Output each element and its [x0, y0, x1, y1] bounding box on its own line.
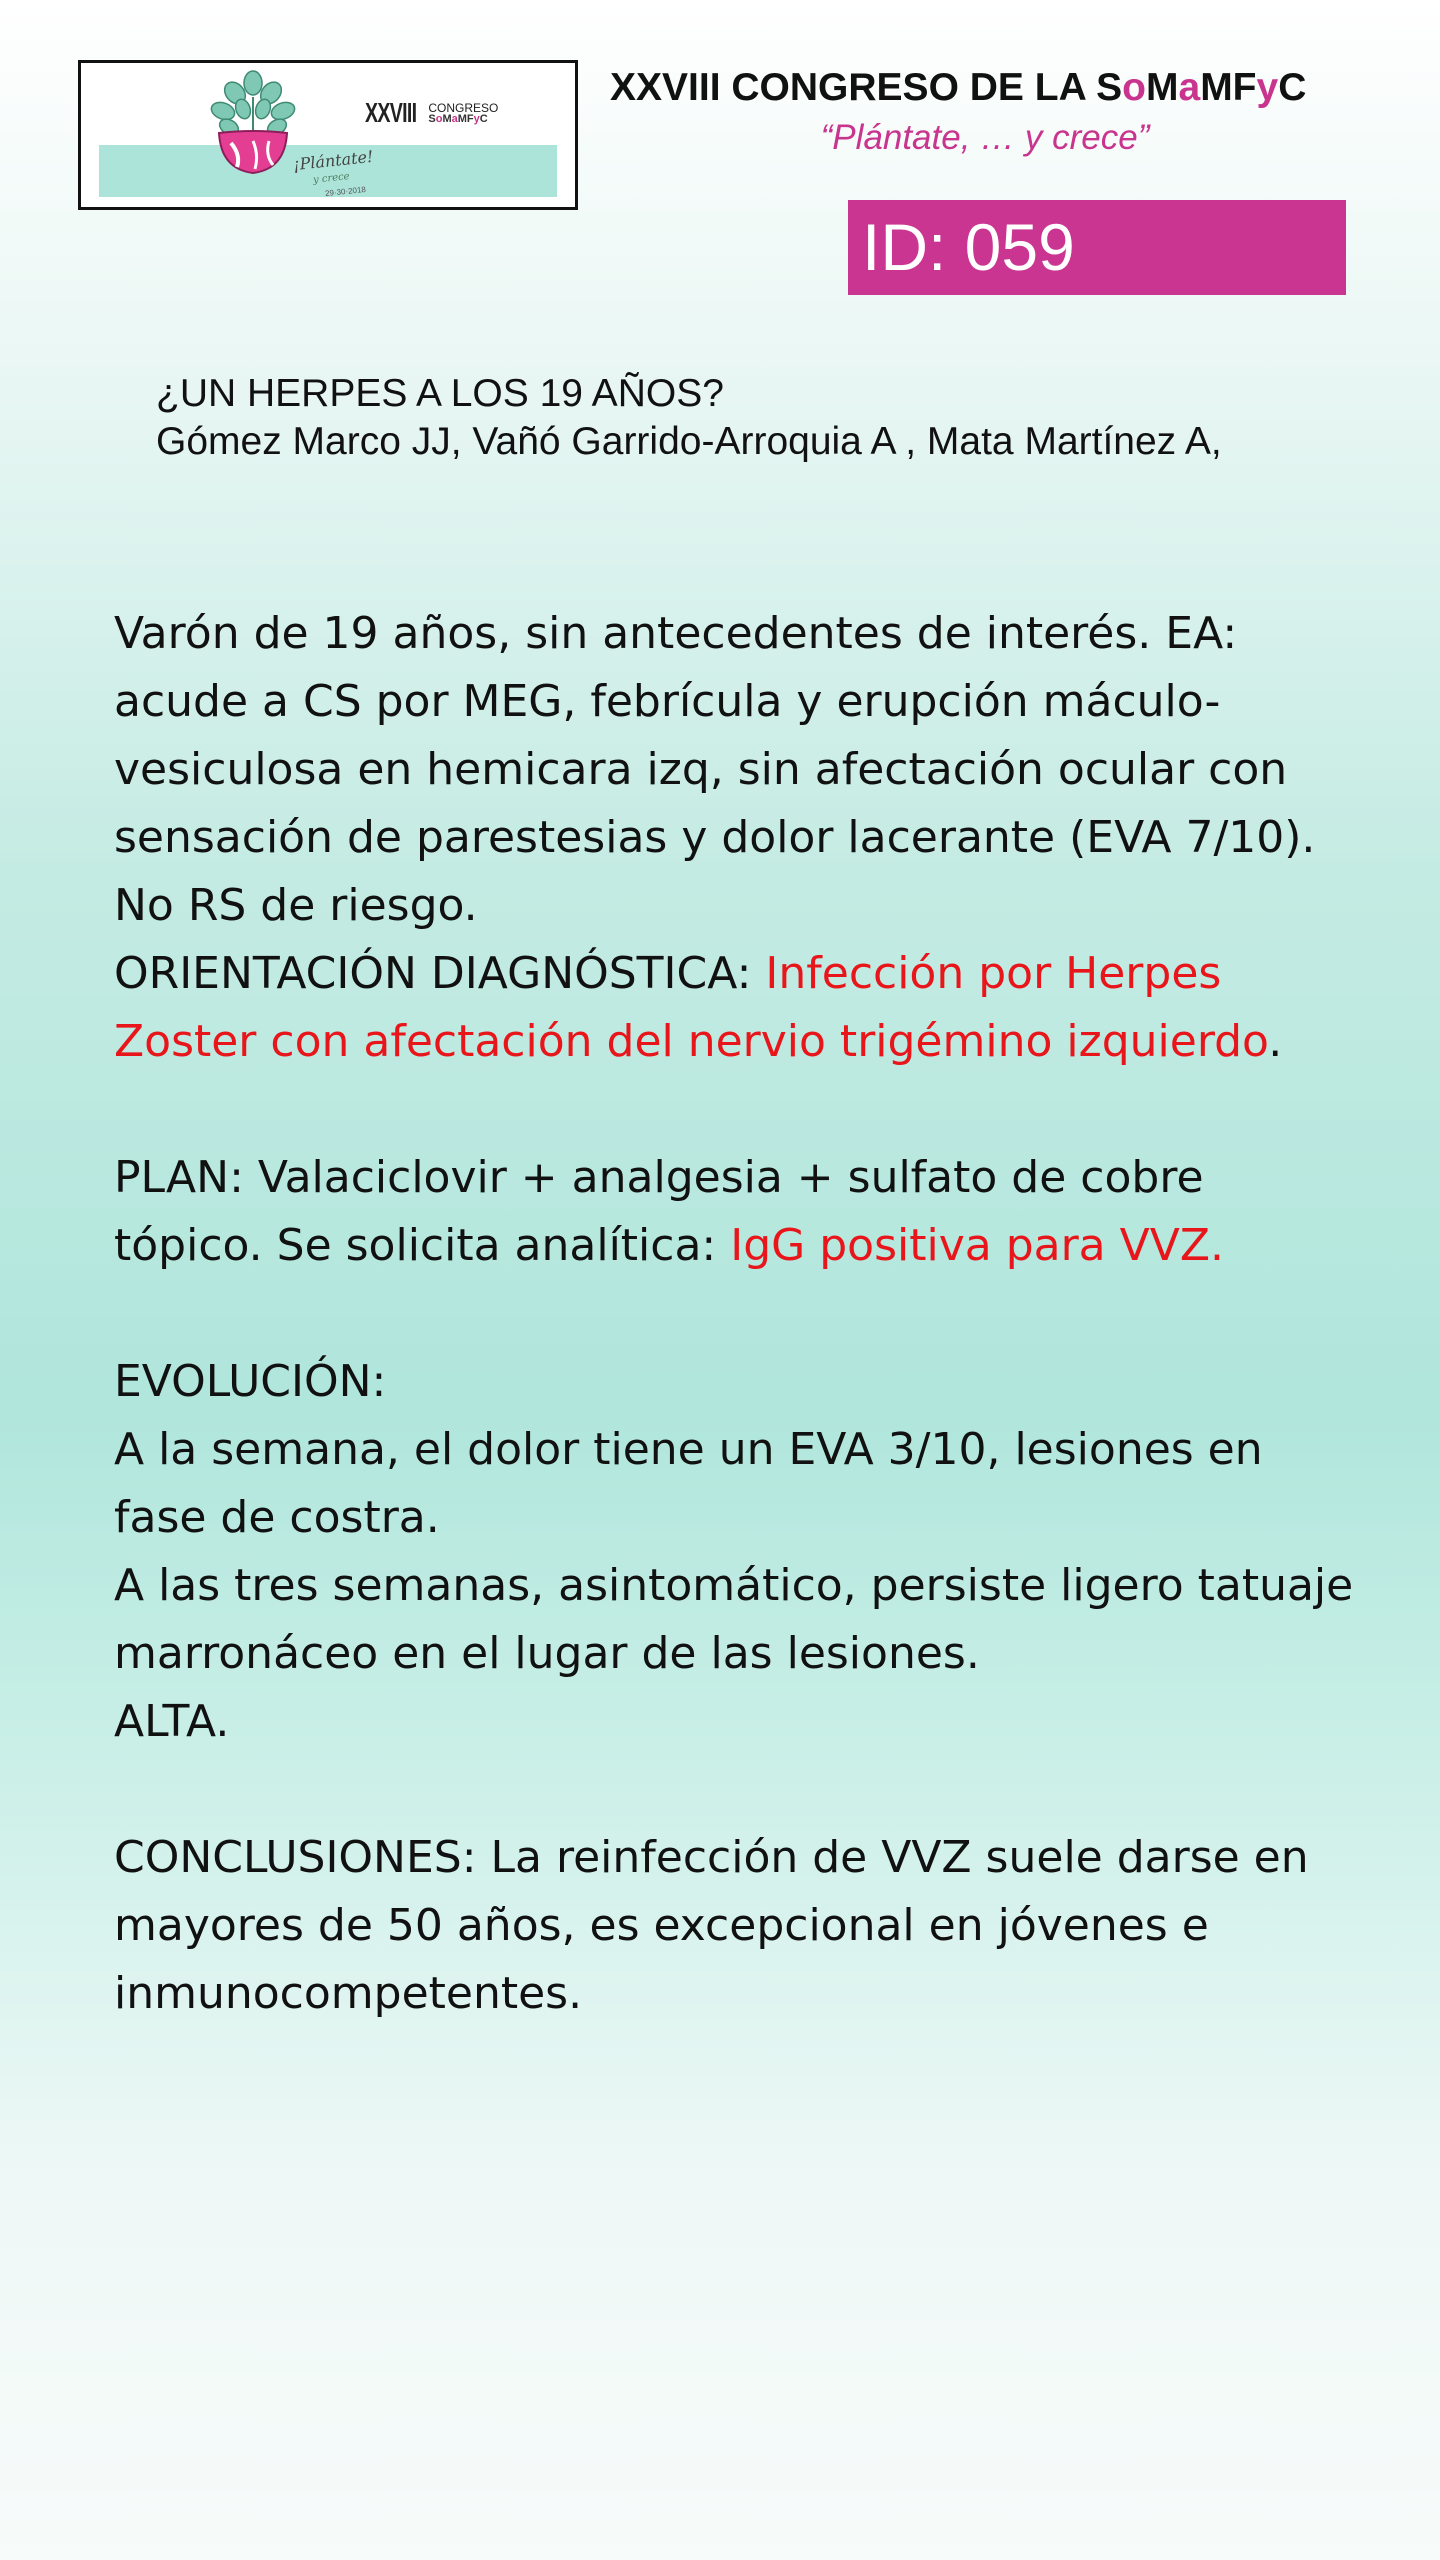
plan-paragraph — [114, 1144, 1354, 1280]
diagnosis-label: ORIENTACIÓN DIAGNÓSTICA: — [114, 948, 766, 999]
case-title: ¿UN HERPES A LOS 19 AÑOS? — [156, 372, 724, 415]
conclusions-paragraph: CONCLUSIONES: La reinfección de VVZ suele darse en mayores de 50 años, es excepcional en jóvenes e inmunocompetentes. — [114, 1832, 1309, 2019]
logo-congreso-text — [365, 97, 498, 129]
logo-sub-slogan: y crece — [312, 171, 351, 186]
case-authors: Gómez Marco JJ, Vañó Garrido-Arroquia A , Mata Martínez A, — [156, 420, 1222, 463]
plan-result: IgG positiva para VVZ. — [730, 1220, 1224, 1271]
plan-text: PLAN: Valaciclovir + analgesia + sulfato de cobre tópico. Se solicita analítica: — [114, 1152, 1204, 1271]
diagnosis-period: . — [1268, 1016, 1283, 1067]
logo-word: CONGRESO — [428, 100, 499, 115]
logo-slogan: ¡Plántate! — [292, 146, 375, 175]
congress-logo — [78, 60, 578, 210]
logo-org: SoMaMFyC — [428, 112, 488, 125]
case-intro: Varón de 19 años, sin antecedentes de interés. EA: acude a CS por MEG, febrícula y erupción máculo-vesiculosa en hemicara izq, sin afectación ocular con sensación de parestesias y dolor lacerante (EVA 7/10). No RS de riesgo. — [114, 608, 1316, 931]
evolution-label: EVOLUCIÓN: — [114, 1356, 387, 1407]
diagnosis-value: Infección por Herpes Zoster con afectación del nervio trigémino izquierdo — [114, 948, 1269, 1067]
poster-id-badge: ID: 059 — [848, 200, 1346, 295]
plant-pot-icon — [203, 69, 303, 181]
spacer — [114, 1076, 1354, 1144]
congress-title: XXVIII CONGRESO DE LA SoMaMFyC — [610, 66, 1307, 109]
diagnosis-paragraph — [114, 940, 1354, 1076]
discharge-label: ALTA. — [114, 1696, 230, 1747]
evolution-three-weeks: A las tres semanas, asintomático, persiste ligero tatuaje marronáceo en el lugar de las lesiones. — [114, 1560, 1354, 1679]
logo-roman-numeral: XXVIII — [365, 97, 417, 128]
congress-slogan: “Plántate, … y crece” — [820, 118, 1150, 157]
spacer — [114, 1756, 1354, 1824]
spacer — [114, 1280, 1354, 1348]
logo-date: 29·30·2018 — [324, 184, 367, 199]
case-body — [114, 600, 1354, 2028]
evolution-week: A la semana, el dolor tiene un EVA 3/10, lesiones en fase de costra. — [114, 1424, 1263, 1543]
